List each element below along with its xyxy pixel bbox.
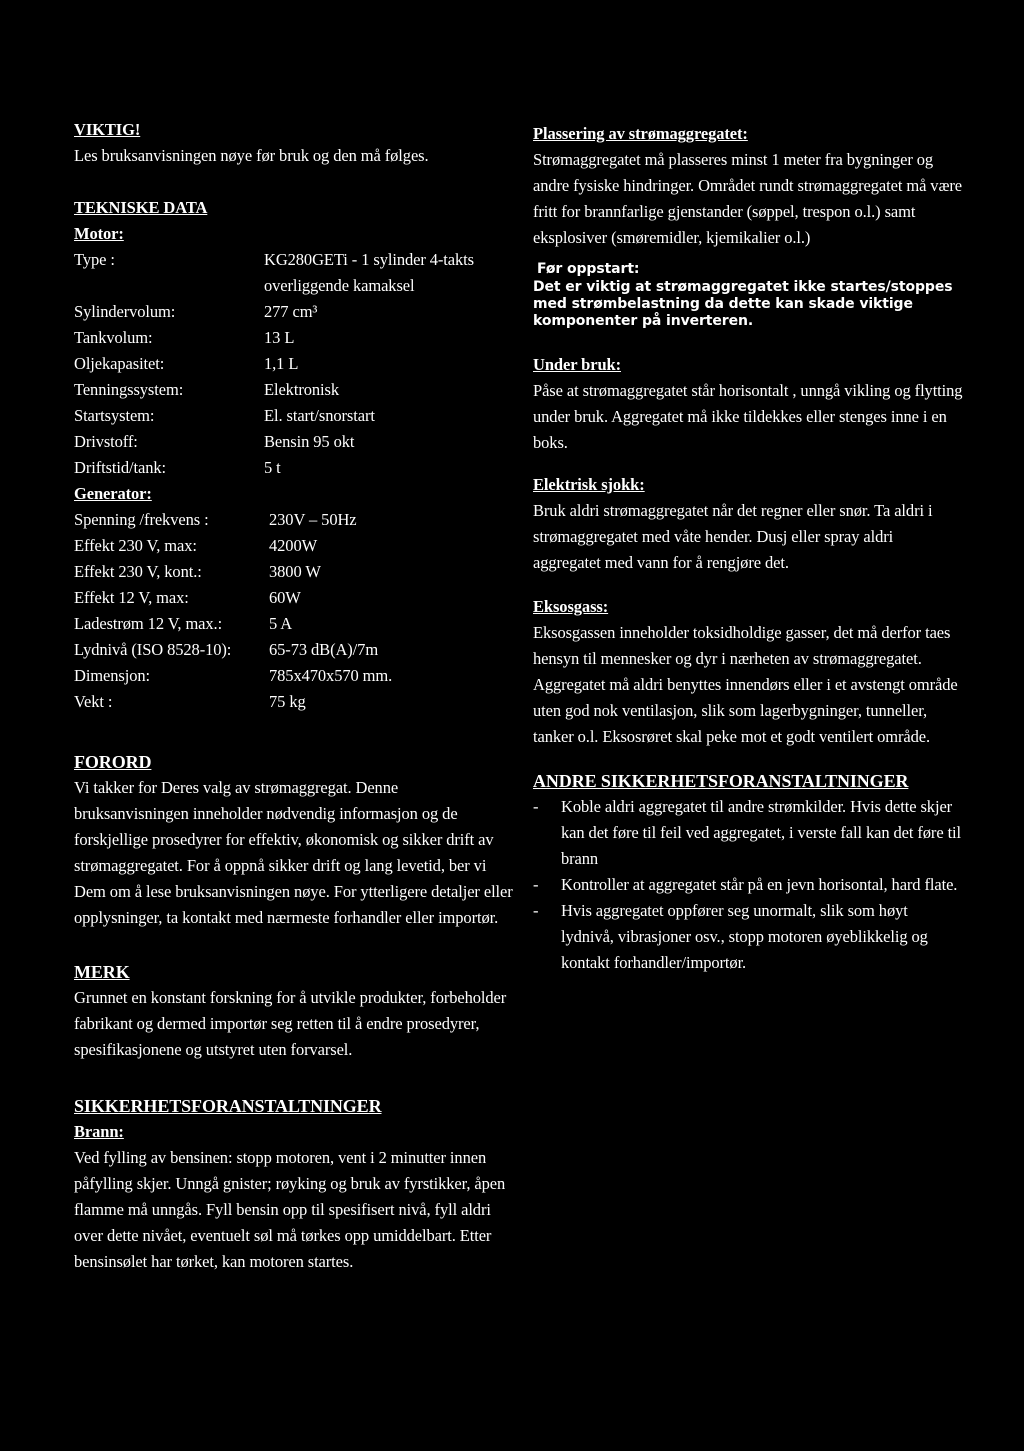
important-text: Les bruksanvisningen nøye før bruk og den må følges. — [74, 146, 429, 165]
motor-spec-list — [74, 247, 514, 481]
spec-label: Drivstoff: — [74, 432, 138, 451]
spec-label: Effekt 230 V, kont.: — [74, 562, 202, 581]
placement-text: Strømaggregatet må plasseres minst 1 meter fra bygninger og andre fysiske hindringer. Området rundt strømaggregatet må være fritt for brannfarlige gjenstander (søppel, trespon o.l.) samt eksplosiver (smøremidler, kjemikalier o.l.) — [533, 150, 962, 247]
spec-label: Oljekapasitet: — [74, 354, 165, 373]
spec-label: Lydnivå (ISO 8528-10): — [74, 640, 232, 659]
before-start-text: Det er viktig at strømaggregatet ikke startes/stoppes med strømbelastning da dette kan skade viktige komponenter på inverteren. — [533, 279, 953, 329]
header-bar — [71, 71, 957, 112]
use-text: Påse at strømaggregatet står horisontalt , unngå vikling og flytting under bruk. Aggregatet må ikke tildekkes eller stenges inne i en boks. — [533, 381, 963, 452]
spec-value: Elektronisk — [264, 380, 339, 399]
spec-row — [74, 299, 514, 325]
spec-row — [74, 637, 514, 663]
spec-row — [74, 559, 514, 585]
placement-heading: Plassering av strømaggregatet: — [533, 124, 748, 143]
other-safety-heading: ANDRE SIKKERHETSFORANSTALTNINGER — [533, 771, 909, 791]
list-item-text: Kontroller at aggregatet står på en jevn horisontal, hard flate. — [561, 875, 958, 894]
list-item — [533, 898, 963, 976]
spec-value: 13 L — [264, 328, 295, 347]
spec-value: 1,1 L — [264, 354, 299, 373]
spec-row — [74, 663, 514, 689]
spec-row — [74, 507, 514, 533]
spec-row — [74, 611, 514, 637]
spec-label — [74, 273, 264, 299]
forord-heading: FORORD — [74, 752, 152, 772]
other-safety-list — [533, 794, 963, 976]
spec-label: Effekt 12 V, max: — [74, 588, 189, 607]
spec-row — [74, 585, 514, 611]
important-heading: VIKTIG! — [74, 120, 141, 139]
spec-value: 75 kg — [269, 692, 306, 711]
spec-label: Vekt : — [74, 692, 113, 711]
before-start-heading: Før oppstart: — [537, 261, 640, 277]
list-item — [533, 872, 963, 898]
spec-row — [74, 325, 514, 351]
spec-label: Spenning /frekvens : — [74, 510, 209, 529]
spec-label: Type : — [74, 250, 115, 269]
safety-heading: SIKKERHETSFORANSTALTNINGER — [74, 1096, 382, 1116]
footer-bar — [71, 1381, 957, 1422]
spec-value: 3800 W — [269, 562, 321, 581]
spec-row — [74, 247, 514, 273]
spec-value: 5 t — [264, 458, 281, 477]
shock-text: Bruk aldri strømaggregatet når det regner eller snør. Ta aldri i strømaggregatet med våte hender. Dusj eller spray aldri aggregatet med vann for å rengjøre det. — [533, 501, 933, 572]
spec-value: 4200W — [269, 536, 318, 555]
spec-label: Tenningssystem: — [74, 380, 184, 399]
fire-text: Ved fylling av bensinen: stopp motoren, vent i 2 minutter innen påfylling skjer. Unngå gnister; røyking og bruk av fyrstikker, åpen flamme må unngås. Fyll bensin opp til spesifisert nivå, fyll aldri over dette nivået, eventuelt søl må tørkes opp umiddelbart. Etter bensinsølet har tørket, kan motoren startes. — [74, 1148, 506, 1271]
exhaust-text: Eksosgassen inneholder toksidholdige gasser, det må derfor taes hensyn til mennesker og dyr i nærheten av strømaggregatet. Aggregatet må aldri benyttes innendørs eller i et avstengt område uten god nok ventilasjon, slik som lagerbygninger, tunneller, tanker o.l. Eksosrøret skal peke mot et godt ventilert område. — [533, 623, 958, 746]
spec-value: 65-73 dB(A)/7m — [269, 640, 379, 659]
left-column — [74, 117, 514, 1275]
exhaust-heading: Eksosgass: — [533, 597, 609, 616]
forord-text: Vi takker for Deres valg av strømaggregat. Denne bruksanvisningen inneholder nødvendig informasjon og de forskjellige prosedyrer for effektiv, økonomisk og sikker drift av strømaggregatet. For å oppnå sikker drift og lang levetid, ber vi Dem om å lese bruksanvisningen nøye. For ytterligere detaljer eller opplysninger, ta kontakt med nærmeste forhandler eller importør. — [74, 778, 513, 927]
generator-spec-list — [74, 507, 514, 715]
generator-heading: Generator: — [74, 484, 152, 503]
right-column — [533, 121, 963, 976]
motor-heading: Motor: — [74, 224, 124, 243]
merk-heading: MERK — [74, 962, 130, 982]
spec-value: 60W — [269, 588, 301, 607]
shock-heading: Elektrisk sjokk: — [533, 475, 645, 494]
spec-value: 230V – 50Hz — [269, 510, 357, 529]
spec-value: El. start/snorstart — [264, 406, 375, 425]
list-item-text: Hvis aggregatet oppfører seg unormalt, slik som høyt lydnivå, vibrasjoner osv., stopp motoren øyeblikkelig og kontakt forhandler/importør. — [561, 901, 928, 972]
spec-value: 277 cm³ — [264, 302, 318, 321]
spec-value: 5 A — [269, 614, 293, 633]
spec-row — [74, 429, 514, 455]
spec-row — [74, 377, 514, 403]
list-item — [533, 794, 963, 872]
spec-label: Ladestrøm 12 V, max.: — [74, 614, 223, 633]
fire-heading: Brann: — [74, 1122, 124, 1141]
spec-value: KG280GETi - 1 sylinder 4-takts — [264, 250, 474, 269]
spec-row — [74, 533, 514, 559]
spec-label: Sylindervolum: — [74, 302, 176, 321]
spec-row — [74, 403, 514, 429]
bullet-dash: - — [533, 901, 539, 920]
merk-text: Grunnet en konstant forskning for å utvikle produkter, forbeholder fabrikant og dermed importør seg retten til å endre prosedyrer, spesifikasjonene og utstyret uten forvarsel. — [74, 988, 507, 1059]
spec-label: Dimensjon: — [74, 666, 150, 685]
spec-label: Tankvolum: — [74, 328, 153, 347]
spec-label: Effekt 230 V, max: — [74, 536, 197, 555]
spec-value: 785x470x570 mm. — [269, 666, 393, 685]
bullet-dash: - — [533, 797, 539, 816]
tech-data-heading: TEKNISKE DATA — [74, 198, 208, 217]
bullet-dash: - — [533, 875, 539, 894]
use-heading: Under bruk: — [533, 355, 621, 374]
list-item-text: Koble aldri aggregatet til andre strømkilder. Hvis dette skjer kan det føre til feil ved aggregatet, i verste fall kan det føre til brann — [561, 797, 962, 868]
spec-label: Driftstid/tank: — [74, 458, 166, 477]
spec-value: overliggende kamaksel — [264, 276, 415, 295]
spec-row — [74, 351, 514, 377]
spec-value: Bensin 95 okt — [264, 432, 355, 451]
spec-label: Startsystem: — [74, 406, 155, 425]
spec-row — [74, 273, 514, 299]
spec-row — [74, 455, 514, 481]
spec-row — [74, 689, 514, 715]
